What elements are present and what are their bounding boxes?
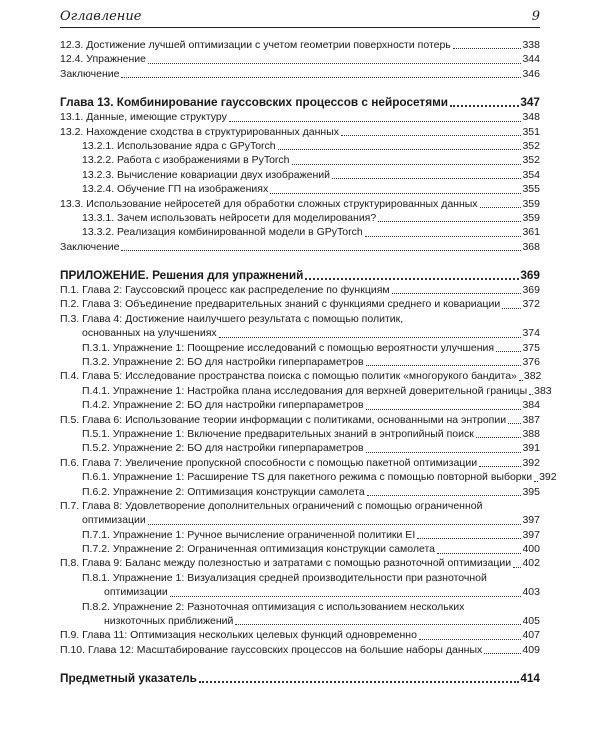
- toc-page-number: 400: [522, 543, 540, 556]
- toc-entry-title: П.1. Глава 2: Гауссовский процесс как распределение по функциям: [60, 284, 390, 297]
- toc-entry: [60, 369, 540, 383]
- toc-page-number: 352: [522, 154, 540, 167]
- toc-entry: [60, 355, 540, 369]
- toc-page-number: 374: [522, 327, 540, 340]
- header-page-number: 9: [531, 9, 540, 24]
- dot-leader: [270, 193, 521, 194]
- dot-leader: [366, 365, 522, 366]
- toc-entry: [60, 513, 540, 527]
- dot-leader: [417, 538, 521, 539]
- dot-leader: [419, 639, 522, 640]
- toc-entry-title: П.5.1. Упражнение 1: Включение предварительных знаний в энтропийный поиск: [82, 427, 474, 440]
- toc-page-number: 344: [522, 53, 540, 66]
- toc-entry-title: Предметный указатель: [60, 671, 197, 686]
- toc-entry: [60, 441, 540, 455]
- dot-leader: [378, 221, 521, 222]
- dot-leader: [199, 681, 519, 683]
- toc-entry-title: П.6.2. Упражнение 2: Оптимизация конструкции самолета: [82, 485, 365, 498]
- toc-page-number: 372: [522, 298, 540, 311]
- toc-entry-title: П.8. Глава 9: Баланс между полезностью и затратами с помощью разноточной оптимизации: [60, 557, 512, 570]
- toc-entry: [60, 643, 540, 657]
- toc-entry-title: основанных на улучшениях: [82, 327, 217, 340]
- toc-entry: [60, 125, 540, 139]
- toc-page-number: 409: [522, 643, 540, 656]
- toc-entry-title: Заключение: [60, 240, 120, 253]
- dot-leader: [479, 466, 521, 467]
- toc-entry-title: оптимизации: [82, 514, 146, 527]
- toc-entry-title: П.10. Глава 12: Масштабирование гауссовских процессов на большие наборы данных: [60, 643, 483, 656]
- section-gap: [60, 81, 540, 95]
- dot-leader: [502, 308, 521, 309]
- toc-page-number: 376: [522, 356, 540, 369]
- toc-entry: [60, 283, 540, 297]
- toc-page-number: 395: [522, 485, 540, 498]
- dot-leader: [480, 207, 522, 208]
- toc-entry-title: 13.2.1. Использование ядра с GPyTorch: [82, 139, 276, 152]
- dot-leader: [496, 351, 521, 352]
- toc-chapter-entry: [60, 95, 540, 110]
- toc-page-number: 368: [522, 240, 540, 253]
- toc-page-number: 354: [522, 168, 540, 181]
- toc-entry-title: 13.2.4. Обучение ГП на изображениях: [82, 183, 269, 196]
- toc-entry-title: П.7.1. Упражнение 1: Ручное вычисление ограниченной политики EI: [82, 528, 416, 541]
- dot-leader: [235, 624, 521, 625]
- toc-page-number: 382: [523, 370, 542, 383]
- dot-leader: [332, 178, 521, 179]
- toc-page-number: 351: [522, 125, 540, 138]
- toc-entry-title: П.3.1. Упражнение 1: Поощрение исследований с помощью вероятности улучшения: [82, 341, 495, 354]
- section-gap: [60, 254, 540, 268]
- toc-entry-title: ПРИЛОЖЕНИЕ. Решения для упражнений: [60, 268, 304, 283]
- toc-entry: [60, 341, 540, 355]
- dot-leader: [278, 149, 522, 150]
- toc-entry-title: 13.2. Нахождение сходства в структурированных данных: [60, 125, 340, 138]
- toc-entry-title: 13.2.3. Вычисление ковариации двух изображений: [82, 168, 330, 181]
- toc-entry: [60, 153, 540, 167]
- toc-page-number: 403: [522, 586, 540, 599]
- toc-entry-title: П.5. Глава 6: Использование теории информации с политиками, основанными на энтропии: [60, 413, 507, 426]
- toc-page-number: 346: [522, 67, 540, 80]
- toc-page-number: 369: [520, 268, 540, 283]
- toc-entry-title: П.4. Глава 5: Исследование пространства поиска с помощью политик «многорукого бандита»: [60, 370, 517, 383]
- toc-entry-title: Заключение: [60, 67, 120, 80]
- toc-entry-title: 12.4. Упражнение: [60, 53, 146, 66]
- toc-entry: [60, 240, 540, 254]
- table-of-contents: [60, 38, 557, 686]
- toc-entry-title: оптимизации: [104, 586, 168, 599]
- toc-entry: [60, 110, 540, 124]
- header-title: Оглавление: [60, 9, 142, 24]
- toc-entry: [60, 139, 540, 153]
- dot-leader: [508, 423, 521, 424]
- toc-entry-line: П.8.2. Упражнение 2: Разноточная оптимизация с использованием нескольких: [82, 600, 465, 613]
- toc-entry-title: П.4.2. Упражнение 2: БО для настройки гиперпараметров: [82, 399, 364, 412]
- toc-chapter-entry: [60, 671, 540, 686]
- dot-leader: [484, 653, 521, 654]
- toc-page-number: 405: [522, 615, 540, 628]
- dot-leader: [534, 481, 538, 482]
- toc-page-number: 392: [539, 471, 557, 484]
- toc-entry-title: 13.3.1. Зачем использовать нейросети для моделирования?: [82, 211, 377, 224]
- toc-entry: [60, 182, 540, 196]
- toc-page-number: 414: [520, 671, 540, 686]
- dot-leader: [476, 437, 522, 438]
- toc-entry-title: П.3.2. Упражнение 2: БО для настройки гиперпараметров: [82, 356, 364, 369]
- toc-entry-title: П.5.2. Упражнение 2: БО для настройки гиперпараметров: [82, 442, 364, 455]
- toc-entry: [60, 628, 540, 642]
- toc-chapter-entry: [60, 268, 540, 283]
- dot-leader: [170, 596, 522, 597]
- dot-leader: [450, 105, 519, 107]
- dot-leader: [341, 135, 521, 136]
- toc-page-number: 392: [522, 456, 540, 469]
- dot-leader: [365, 236, 522, 237]
- dot-leader: [519, 380, 523, 381]
- toc-page-number: 407: [522, 629, 540, 642]
- dot-leader: [453, 48, 522, 49]
- toc-entry: [60, 52, 540, 66]
- toc-entry: [60, 427, 540, 441]
- dot-leader: [437, 553, 521, 554]
- toc-entry-title: 13.3. Использование нейросетей для обработки сложных структурированных данных: [60, 197, 478, 210]
- toc-entry: [60, 211, 540, 225]
- toc-entry: [60, 614, 540, 628]
- running-header: [60, 0, 540, 28]
- toc-entry: [60, 413, 540, 427]
- toc-entry: [60, 557, 540, 571]
- toc-page-number: 391: [522, 442, 540, 455]
- toc-entry: [60, 326, 540, 340]
- toc-entry-title: П.6.1. Упражнение 1: Расширение TS для пакетного режима с помощью повторной выборки: [82, 471, 533, 484]
- toc-page-number: 397: [522, 528, 540, 541]
- toc-page-number: 352: [522, 139, 540, 152]
- toc-page-number: 347: [520, 95, 540, 110]
- dot-leader: [292, 164, 522, 165]
- toc-entry-title: 13.1. Данные, имеющие структуру: [60, 111, 227, 124]
- toc-page-number: 402: [522, 557, 540, 570]
- toc-page-number: 359: [522, 211, 540, 224]
- dot-leader: [367, 495, 522, 496]
- dot-leader: [148, 524, 522, 525]
- toc-entry: [60, 297, 540, 311]
- toc-entry-title: П.6. Глава 7: Увеличение пропускной способности с помощью пакетной оптимизации: [60, 456, 478, 469]
- toc-entry: [60, 197, 540, 211]
- dot-leader: [529, 394, 533, 395]
- toc-entry: [60, 485, 540, 499]
- toc-page-number: 387: [522, 413, 540, 426]
- toc-entry: [60, 384, 552, 398]
- toc-entry: [60, 398, 540, 412]
- dot-leader: [392, 293, 522, 294]
- toc-entry: [60, 470, 557, 484]
- toc-page-number: 388: [522, 427, 540, 440]
- toc-entry: [60, 168, 540, 182]
- toc-entry-line: П.7. Глава 8: Удовлетворение дополнительных ограничений с помощью ограниченной: [60, 499, 483, 512]
- dot-leader: [366, 409, 522, 410]
- dot-leader: [121, 250, 521, 251]
- toc-entry-title: П.4.1. Упражнение 1: Настройка плана исследования для верхней доверительной границы: [82, 384, 528, 397]
- toc-entry-line: П.3. Глава 4: Достижение наилучшего результата с помощью политик,: [60, 312, 404, 325]
- toc-page-number: 361: [522, 226, 540, 239]
- toc-entry-title: 12.3. Достижение лучшей оптимизации с учетом геометрии поверхности потерь: [60, 38, 451, 51]
- dot-leader: [366, 452, 522, 453]
- toc-entry: [60, 38, 540, 52]
- toc-entry: [60, 456, 540, 470]
- dot-leader: [121, 77, 521, 78]
- toc-entry: [60, 225, 540, 239]
- toc-entry-title: 13.2.2. Работа с изображениями в PyTorch: [82, 154, 290, 167]
- section-gap: [60, 657, 540, 671]
- toc-entry-title: П.7.2. Упражнение 2: Ограниченная оптимизация конструкции самолета: [82, 543, 436, 556]
- dot-leader: [513, 567, 521, 568]
- toc-page-number: 338: [522, 38, 540, 51]
- toc-entry-title: П.9. Глава 11: Оптимизация нескольких целевых функций одновременно: [60, 629, 417, 642]
- toc-entry-line: П.8.1. Упражнение 1: Визуализация средней производительности при разноточной: [82, 571, 487, 584]
- dot-leader: [219, 337, 522, 338]
- toc-page-number: 383: [534, 384, 552, 397]
- toc-page-number: 369: [522, 284, 540, 297]
- toc-page-number: 355: [522, 183, 540, 196]
- toc-page-number: 375: [522, 341, 540, 354]
- toc-page-number: 397: [522, 514, 540, 527]
- dot-leader: [148, 63, 521, 64]
- toc-entry: [60, 585, 540, 599]
- toc-entry-title: 13.3.2. Реализация комбинированной модели в GPyTorch: [82, 226, 363, 239]
- toc-page-number: 348: [522, 111, 540, 124]
- toc-entry: [60, 542, 540, 556]
- toc-page-number: 384: [522, 399, 540, 412]
- toc-page-number: 359: [522, 197, 540, 210]
- dot-leader: [305, 278, 519, 280]
- toc-entry-title: П.2. Глава 3: Объединение предварительных знаний с функциями среднего и ковариации: [60, 298, 501, 311]
- toc-entry-title: низкоточных приближений: [104, 615, 234, 628]
- toc-entry-title: Глава 13. Комбинирование гауссовских процессов с нейросетями: [60, 95, 449, 110]
- toc-entry: [60, 67, 540, 81]
- dot-leader: [229, 121, 522, 122]
- toc-entry: [60, 528, 540, 542]
